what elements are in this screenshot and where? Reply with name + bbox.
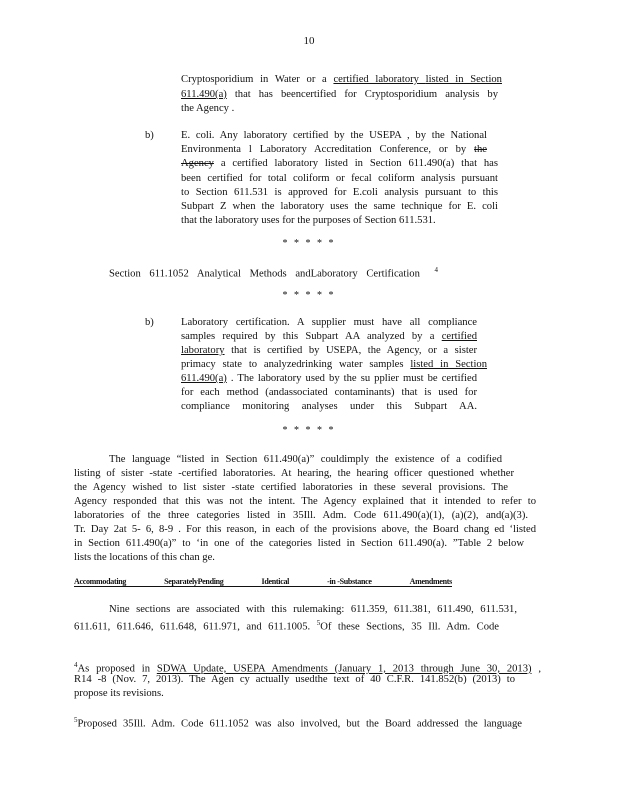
paragraph-1-line-7: in Section 611.490(a)” to ‘in one of the categories listed in Section 611.490(a). ”Table 2 below	[74, 538, 524, 549]
section-heading: Section 611.1052 Analytical Methods andLaboratory Certification $^4$	[109, 266, 439, 280]
footnote-ref-4: 4	[434, 266, 439, 274]
paragraph-1-line-2: listing of sister -state -certified laboratories. At hearing, the hearing officer questioned whether	[74, 468, 514, 479]
subheading-underline	[74, 586, 452, 587]
paragraph-1-line-8: lists the locations of this chan ge.	[74, 552, 215, 563]
paragraph-1-line-1: The language “listed in Section 611.490(a)” couldimply the existence of a codified	[109, 454, 502, 465]
item-b1-line-6: Subpart Z when the laboratory uses the same technique for E. coli	[181, 201, 498, 212]
footnote-4-line-2: R14 -8 (Nov. 7, 2013). The Agen cy actually usedthe text of 40 C.F.R. 141.852(b) (2013) to	[74, 674, 515, 685]
section-break-stars: * * * * *	[282, 425, 336, 436]
item-b1-label: b)	[145, 130, 154, 141]
subheading: Accommodating SeparatelyPending Identical -in -Substance Amendments	[74, 577, 452, 586]
footnote-5-marker: 5	[74, 716, 78, 724]
item-b1-line-5: to Section 611.531 is approved for E.coli analysis pursuant to this	[181, 187, 498, 198]
item-b2-label: b)	[145, 317, 154, 328]
paragraph-2-line-1: Nine sections are associated with this rulemaking: 611.359, 611.381, 611.490, 611.531,	[109, 604, 517, 615]
item-b1-line-7: that the laboratory uses for the purposes of Section 611.531.	[181, 215, 436, 226]
item-b1-line-2: Environmenta l Laboratory Accreditation Conference, or by the	[181, 144, 487, 155]
paragraph-1-line-4: Agency responded that this was not the intent. The Agency explained that it intended to refer to	[74, 496, 536, 507]
item-b2-line-6: for each method (andassociated contaminants) that is used for	[181, 387, 477, 398]
footnote-5-line-1: $^5$Proposed 35Ill. Adm. Code 611.1052 was also involved, but the Board addressed the language	[74, 716, 522, 730]
paragraph-1-line-3: the Agency wished to list sister -state certified laboratories in these several provisions. The	[74, 482, 508, 493]
block1-line-3: the Agency .	[181, 103, 235, 114]
section-break-stars: * * * * *	[282, 238, 336, 249]
page-number: 10	[303, 35, 315, 47]
footnote-ref-5: 5	[316, 619, 321, 627]
item-b1-line-4: been certified for total coliform or fecal coliform analysis pursuant	[181, 173, 498, 184]
item-b2-line-5: 611.490(a) . The laboratory used by the su pplier must be certified	[181, 373, 477, 384]
item-b1-line-1: E. coli. Any laboratory certified by the USEPA , by the National	[181, 130, 487, 141]
item-b2-line-2: samples required by this Subpart AA analyzed by a certified	[181, 331, 477, 342]
item-b2-line-4: primacy state to analyzedrinking water samples listed in Section	[181, 359, 488, 370]
footnote-4-marker: 4	[74, 661, 78, 669]
paragraph-2-line-2: 611.611, 611.646, 611.648, 611.971, and 611.1005. $^5$Of these Sections, 35 Ill. Adm. Code	[74, 619, 500, 633]
footnote-4-line-1: $^4$As proposed in SDWA Update, USEPA Amendments (January 1, 2013 through June 30, 2013) ,	[74, 661, 541, 675]
footnote-4-line-3: propose its revisions.	[74, 688, 164, 699]
item-b2-line-7: compliance monitoring analyses under this Subpart AA.	[181, 401, 477, 412]
block1-line-1: Cryptosporidium in Water or a certified laboratory listed in Section	[181, 74, 502, 85]
paragraph-1-line-6: Tr. Day 2at 5- 6, 8-9 . For this reason, in each of the provisions above, the Board chang ed ‘listed	[74, 524, 536, 535]
paragraph-1-line-5: laboratories of the three categories listed in 35Ill. Adm. Code 611.490(a)(1), (a)(2), and(a)(3).	[74, 510, 528, 521]
item-b2-line-1: Laboratory certification. A supplier must have all compliance	[181, 317, 477, 328]
item-b1-line-3: Agency a certified laboratory listed in Section 611.490(a) that has	[181, 158, 498, 169]
block1-line-2: 611.490(a) that has beencertified for Cryptosporidium analysis by	[181, 89, 498, 100]
section-break-stars: * * * * *	[282, 290, 336, 301]
item-b2-line-3: laboratory that is certified by USEPA, the Agency, or a sister	[181, 345, 477, 356]
